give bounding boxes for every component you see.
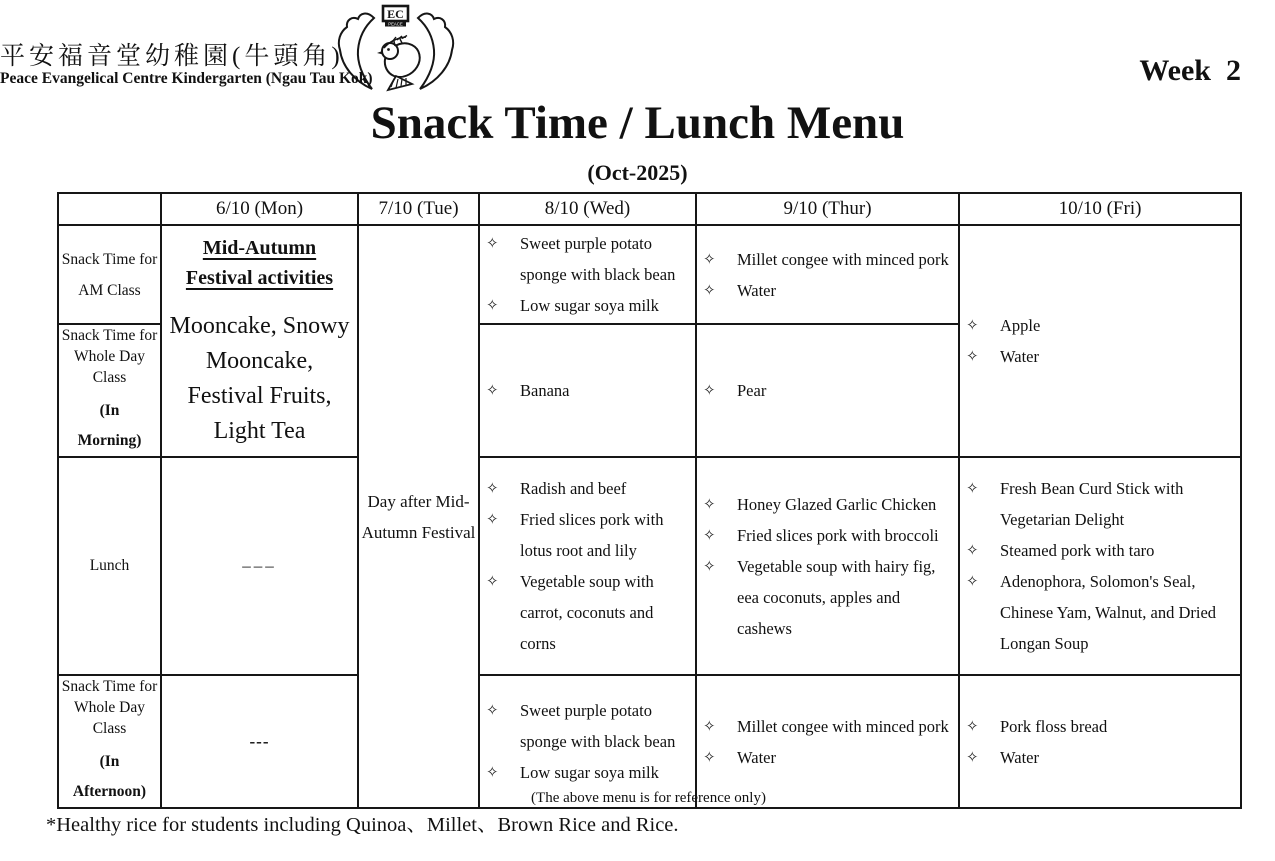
menu-item [966, 711, 1238, 742]
diamond-bullet-icon: ✧ [966, 479, 979, 497]
diamond-bullet-icon: ✧ [486, 296, 499, 314]
menu-item [486, 473, 693, 504]
diamond-bullet-icon: ✧ [966, 316, 979, 334]
menu-item-text: Banana [520, 381, 570, 400]
menu-item-text: Fried slices pork with lotus root and lily [520, 510, 664, 560]
menu-item-text: Water [1000, 347, 1039, 366]
menu-item-text: Water [1000, 747, 1039, 767]
table-row-afternoon-snack [58, 675, 1241, 808]
table-row-lunch [58, 457, 1241, 675]
menu-item-text: Fried slices pork with broccoli [737, 525, 939, 545]
diamond-bullet-icon: ✧ [966, 716, 979, 735]
diamond-bullet-icon: ✧ [966, 541, 979, 559]
diamond-bullet-icon: ✧ [486, 479, 499, 497]
menu-item-text: Apple [1000, 316, 1041, 335]
cell-tue-note [358, 225, 479, 808]
diamond-bullet-icon: ✧ [703, 747, 716, 766]
svg-text:EC: EC [387, 7, 404, 21]
cell-morning-wed [479, 324, 696, 457]
row-header-morning-snack [58, 324, 161, 457]
menu-item [966, 566, 1238, 659]
table-header-row [58, 193, 1241, 225]
school-name-chinese: 平安福音堂幼稚園(牛頭角) [0, 43, 344, 70]
menu-item [966, 473, 1238, 535]
column-header-thur: 9/10 (Thur) [696, 193, 959, 225]
menu-item-text: Sweet purple potato sponge with black bean [520, 701, 676, 751]
week-label: Week 2 [1139, 54, 1241, 87]
cell-pm-fri [959, 675, 1241, 808]
menu-item [486, 228, 693, 290]
row-header-subtitle: (In Morning) [77, 402, 142, 449]
cell-am-thur [696, 225, 959, 324]
menu-item [703, 275, 956, 306]
menu-item-text: Adenophora, Solomon's Seal, Chinese Yam, Walnut, and Dried Longan Soup [1000, 572, 1217, 653]
cell-pm-thur [696, 675, 959, 808]
row-header-title: Snack Time for AM Class [61, 250, 158, 299]
menu-item [486, 375, 693, 406]
healthy-rice-note: *Healthy rice for students including Quinoa、Millet、Brown Rice and Rice. [46, 814, 679, 836]
menu-item [966, 341, 1238, 372]
festival-heading-line2: Festival activities [185, 267, 334, 289]
cell-am-wed [479, 225, 696, 324]
menu-item-text: Water [737, 747, 776, 767]
menu-item [486, 504, 693, 566]
cell-pm-wed [479, 675, 696, 808]
diamond-bullet-icon: ✧ [703, 381, 716, 399]
menu-item [703, 711, 956, 742]
row-header-subtitle: (In Afternoon) [72, 753, 147, 800]
row-header-title: Lunch [89, 557, 130, 574]
menu-item-text: Low sugar soya milk [520, 763, 659, 782]
menu-item [703, 520, 956, 551]
column-header-blank [58, 193, 161, 225]
festival-heading-line1: Mid-Autumn [202, 237, 317, 259]
cell-pm-mon [161, 675, 358, 808]
menu-item [486, 757, 693, 788]
menu-item [966, 535, 1238, 566]
cell-mon-festival [161, 225, 358, 457]
cell-am-fri [959, 225, 1241, 457]
diamond-bullet-icon: ✧ [486, 510, 499, 528]
cell-morning-thur [696, 324, 959, 457]
diamond-bullet-icon: ✧ [703, 716, 716, 735]
cell-lunch-wed [479, 457, 696, 675]
table-row-am-snack [58, 225, 1241, 324]
menu-item-text: Millet congee with minced pork [737, 249, 949, 269]
menu-item [703, 489, 956, 520]
menu-item [703, 375, 956, 406]
diamond-bullet-icon: ✧ [703, 525, 716, 544]
menu-item [486, 290, 693, 321]
diamond-bullet-icon: ✧ [486, 572, 499, 590]
svg-text:PEACE: PEACE [388, 21, 403, 27]
diamond-bullet-icon: ✧ [486, 701, 499, 719]
menu-item [486, 695, 693, 757]
diamond-bullet-icon: ✧ [703, 556, 716, 575]
diamond-bullet-icon: ✧ [966, 347, 979, 365]
menu-item [966, 310, 1238, 341]
diamond-bullet-icon: ✧ [703, 280, 716, 299]
row-header-title: Snack Time for Whole Day Class [61, 678, 158, 737]
menu-item [703, 244, 956, 275]
cell-lunch-fri [959, 457, 1241, 675]
diamond-bullet-icon: ✧ [966, 572, 979, 590]
menu-item-text: Millet congee with minced pork [737, 716, 949, 736]
menu-item [703, 742, 956, 773]
column-header-tue: 7/10 (Tue) [358, 193, 479, 225]
row-header-title: Snack Time for Whole Day Class [61, 327, 158, 386]
festival-body-text: Mooncake, Snowy Mooncake, Festival Fruits, Light Tea [169, 313, 350, 444]
cell-lunch-mon [161, 457, 358, 675]
menu-item-text: Vegetable soup with carrot, coconuts and corns [520, 572, 654, 653]
column-header-fri: 10/10 (Fri) [959, 193, 1241, 225]
menu-item-text: Pear [737, 381, 767, 400]
no-snack-placeholder: --- [249, 731, 270, 751]
diamond-bullet-icon: ✧ [966, 747, 979, 766]
reference-note: (The above menu is for reference only) [531, 790, 766, 806]
tue-note-text: Day after Mid-Autumn Festival [361, 491, 476, 542]
menu-item-text: Vegetable soup with hairy fig, eea coconuts, apples and cashews [737, 556, 936, 638]
diamond-bullet-icon: ✧ [703, 249, 716, 268]
menu-item [486, 566, 693, 659]
cell-lunch-thur [696, 457, 959, 675]
diamond-bullet-icon: ✧ [486, 763, 499, 781]
menu-item-text: Pork floss bread [1000, 716, 1108, 736]
menu-item-text: Water [737, 280, 776, 300]
menu-item-text: Radish and beef [520, 479, 627, 498]
diamond-bullet-icon: ✧ [703, 494, 716, 513]
menu-item-text: Steamed pork with taro [1000, 541, 1155, 560]
menu-item-text: Low sugar soya milk [520, 296, 659, 315]
no-lunch-placeholder: ––– [242, 556, 277, 575]
month-subtitle: (Oct-2025) [587, 160, 688, 185]
column-header-mon: 6/10 (Mon) [161, 193, 358, 225]
row-header-lunch [58, 457, 161, 675]
menu-item-text: Fresh Bean Curd Stick with Vegetarian Delight [1000, 479, 1184, 529]
school-name-english: Peace Evangelical Centre Kindergarten (Ngau Tau Kok) [0, 70, 373, 87]
diamond-bullet-icon: ✧ [486, 234, 499, 252]
menu-item-text: Honey Glazed Garlic Chicken [737, 494, 937, 514]
diamond-bullet-icon: ✧ [486, 381, 499, 399]
menu-item-text: Sweet purple potato sponge with black bean [520, 234, 676, 284]
column-header-wed: 8/10 (Wed) [479, 193, 696, 225]
page-title: Snack Time / Lunch Menu [370, 97, 905, 149]
menu-item [703, 551, 956, 644]
menu-item [966, 742, 1238, 773]
row-header-am-snack [58, 225, 161, 324]
row-header-afternoon-snack [58, 675, 161, 808]
weekly-menu-table [57, 192, 1242, 809]
